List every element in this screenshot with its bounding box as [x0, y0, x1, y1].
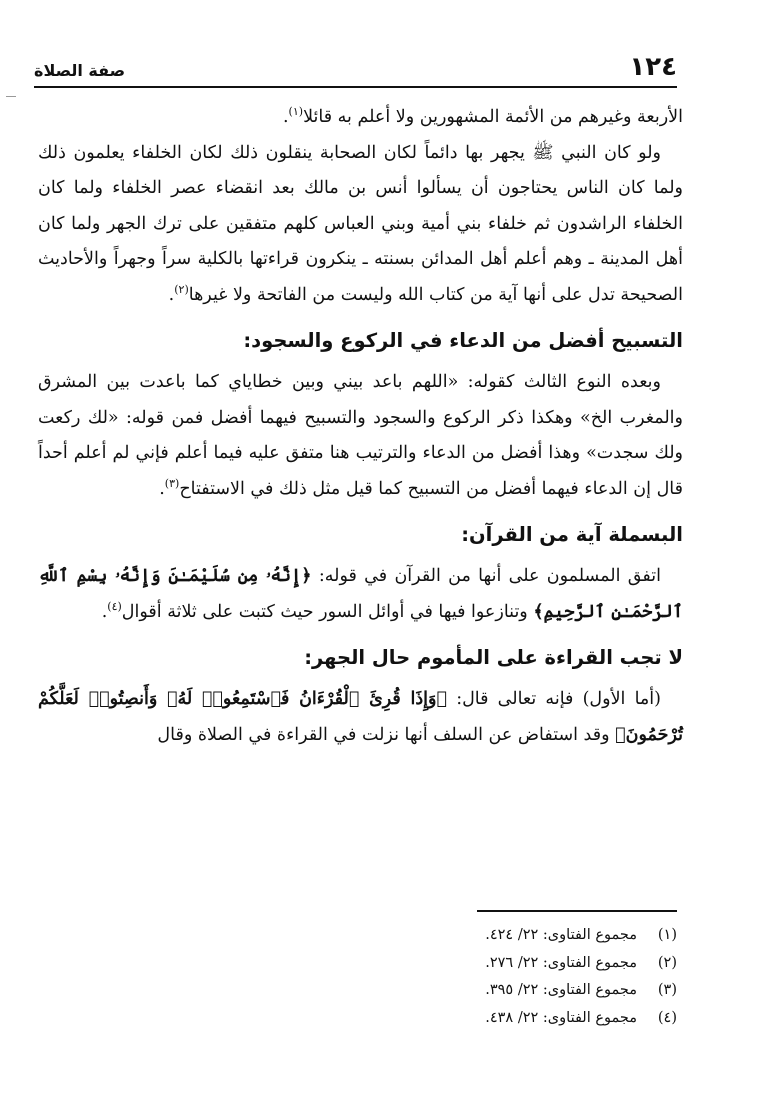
footnote-item: (٢)مجموع الفتاوى: ٢٢/ ٢٧٦.	[485, 954, 677, 971]
footnote-item: (٤)مجموع الفتاوى: ٢٢/ ٤٣٨.	[485, 1009, 677, 1026]
paragraph-2: ولو كان النبي ﷺ يجهر بها دائماً لكان الصحابة ينقلون ذلك لكان الخلفاء يعلمون ذلك ولما كان الناس يحتاجون أن يسألوا أنس بن مالك بعد انقضاء عصر الخلفاء ولما كان الخلفاء الراشدون ثم خلفاء بني أمية وبني العباس كلهم متفقين على ترك الجهر ولما كان أهل المدينة ـ وهم أعلم أهل المدائن بسنته ـ ينكرون قراءتها بالكلية سراً وجهراً والأحاديث الصحيحة تدل على أنها آية من كتاب الله وليست من الفاتحة ولا غيرها$^{(٢)}$.	[38, 142, 683, 305]
footnote-ref: (٤)	[107, 599, 122, 613]
section-heading-mamum: لا تجب القراءة على المأموم حال الجهر:	[304, 646, 683, 669]
footnote-item: (١)مجموع الفتاوى: ٢٢/ ٤٢٤.	[485, 927, 677, 943]
page-number: ١٢٤	[629, 52, 677, 82]
paragraph-4: اتفق المسلمون على أنها من القرآن في قوله: ﴿إِنَّهُۥ مِن سُلَيْمَـٰنَ وَإِنَّهُۥ بِسْمِ ٱللَّهِ ٱلرَّحْمَـٰنِ ٱلرَّحِيمِ﴾ وتنازعوا فيها في أوائل السور حيث كتبت على ثلاثة أقوال$^{(٤)}$.	[38, 566, 683, 622]
quran-verse: ﴿وَإِذَا قُرِئَ ٱلْقُرْءَانُ فَٱسْتَمِعُوا۟ لَهُۥ وَأَنصِتُوا۟ لَعَلَّكُمْ تُرْحَمُونَ﴾	[38, 689, 683, 745]
footnotes	[277, 922, 677, 1032]
footnote-ref: (١)	[288, 105, 304, 119]
footnote-item: (٣)مجموع الفتاوى: ٢٢/ ٣٩٥.	[485, 982, 677, 998]
quran-verse: ﴿إِنَّهُۥ مِن سُلَيْمَـٰنَ وَإِنَّهُۥ بِسْمِ ٱللَّهِ ٱلرَّحْمَـٰنِ ٱلرَّحِيمِ﴾	[38, 566, 683, 622]
page-header	[34, 46, 677, 88]
page-body	[38, 100, 683, 753]
section-heading-tasbih: التسبيح أفضل من الدعاء في الركوع والسجود:	[243, 329, 683, 352]
paragraph-1: الأربعة وغيرهم من الأئمة المشهورين ولا أعلم به قائلا$^{(١)}$.	[282, 105, 683, 127]
paragraph-3: وبعده النوع الثالث كقوله: «اللهم باعد بيني وبين خطاياي كما باعدت بين المشرق والمغرب الخ» وهكذا ذكر الركوع والسجود والتسبيح فيهما أفضل فمن قوله: «لك ركعت ولك سجدت» وهذا أفضل من الدعاء والترتيب هنا متفق عليه فيما أعلم فإني لم أعلم أحداً قال إن الدعاء فيهما أفضل من التسبيح كما قيل مثل ذلك في الاستفتاح$^{(٣)}$.	[38, 372, 683, 499]
footnote-divider	[477, 910, 677, 912]
footnote-ref: (٢)	[174, 282, 189, 296]
footnote-ref: (٣)	[164, 476, 180, 490]
section-heading-basmala: البسملة آية من القرآن:	[461, 523, 683, 546]
paragraph-5: (أما الأول) فإنه تعالى قال: ﴿وَإِذَا قُرِئَ ٱلْقُرْءَانُ فَٱسْتَمِعُوا۟ لَهُۥ وَأَنصِتُوا۟ لَعَلَّكُمْ تُرْحَمُونَ﴾ وقد استفاض عن السلف أنها نزلت في القراءة في الصلاة وقال	[38, 689, 683, 745]
margin-mark	[6, 96, 16, 97]
running-title: صفة الصلاة	[34, 61, 126, 80]
